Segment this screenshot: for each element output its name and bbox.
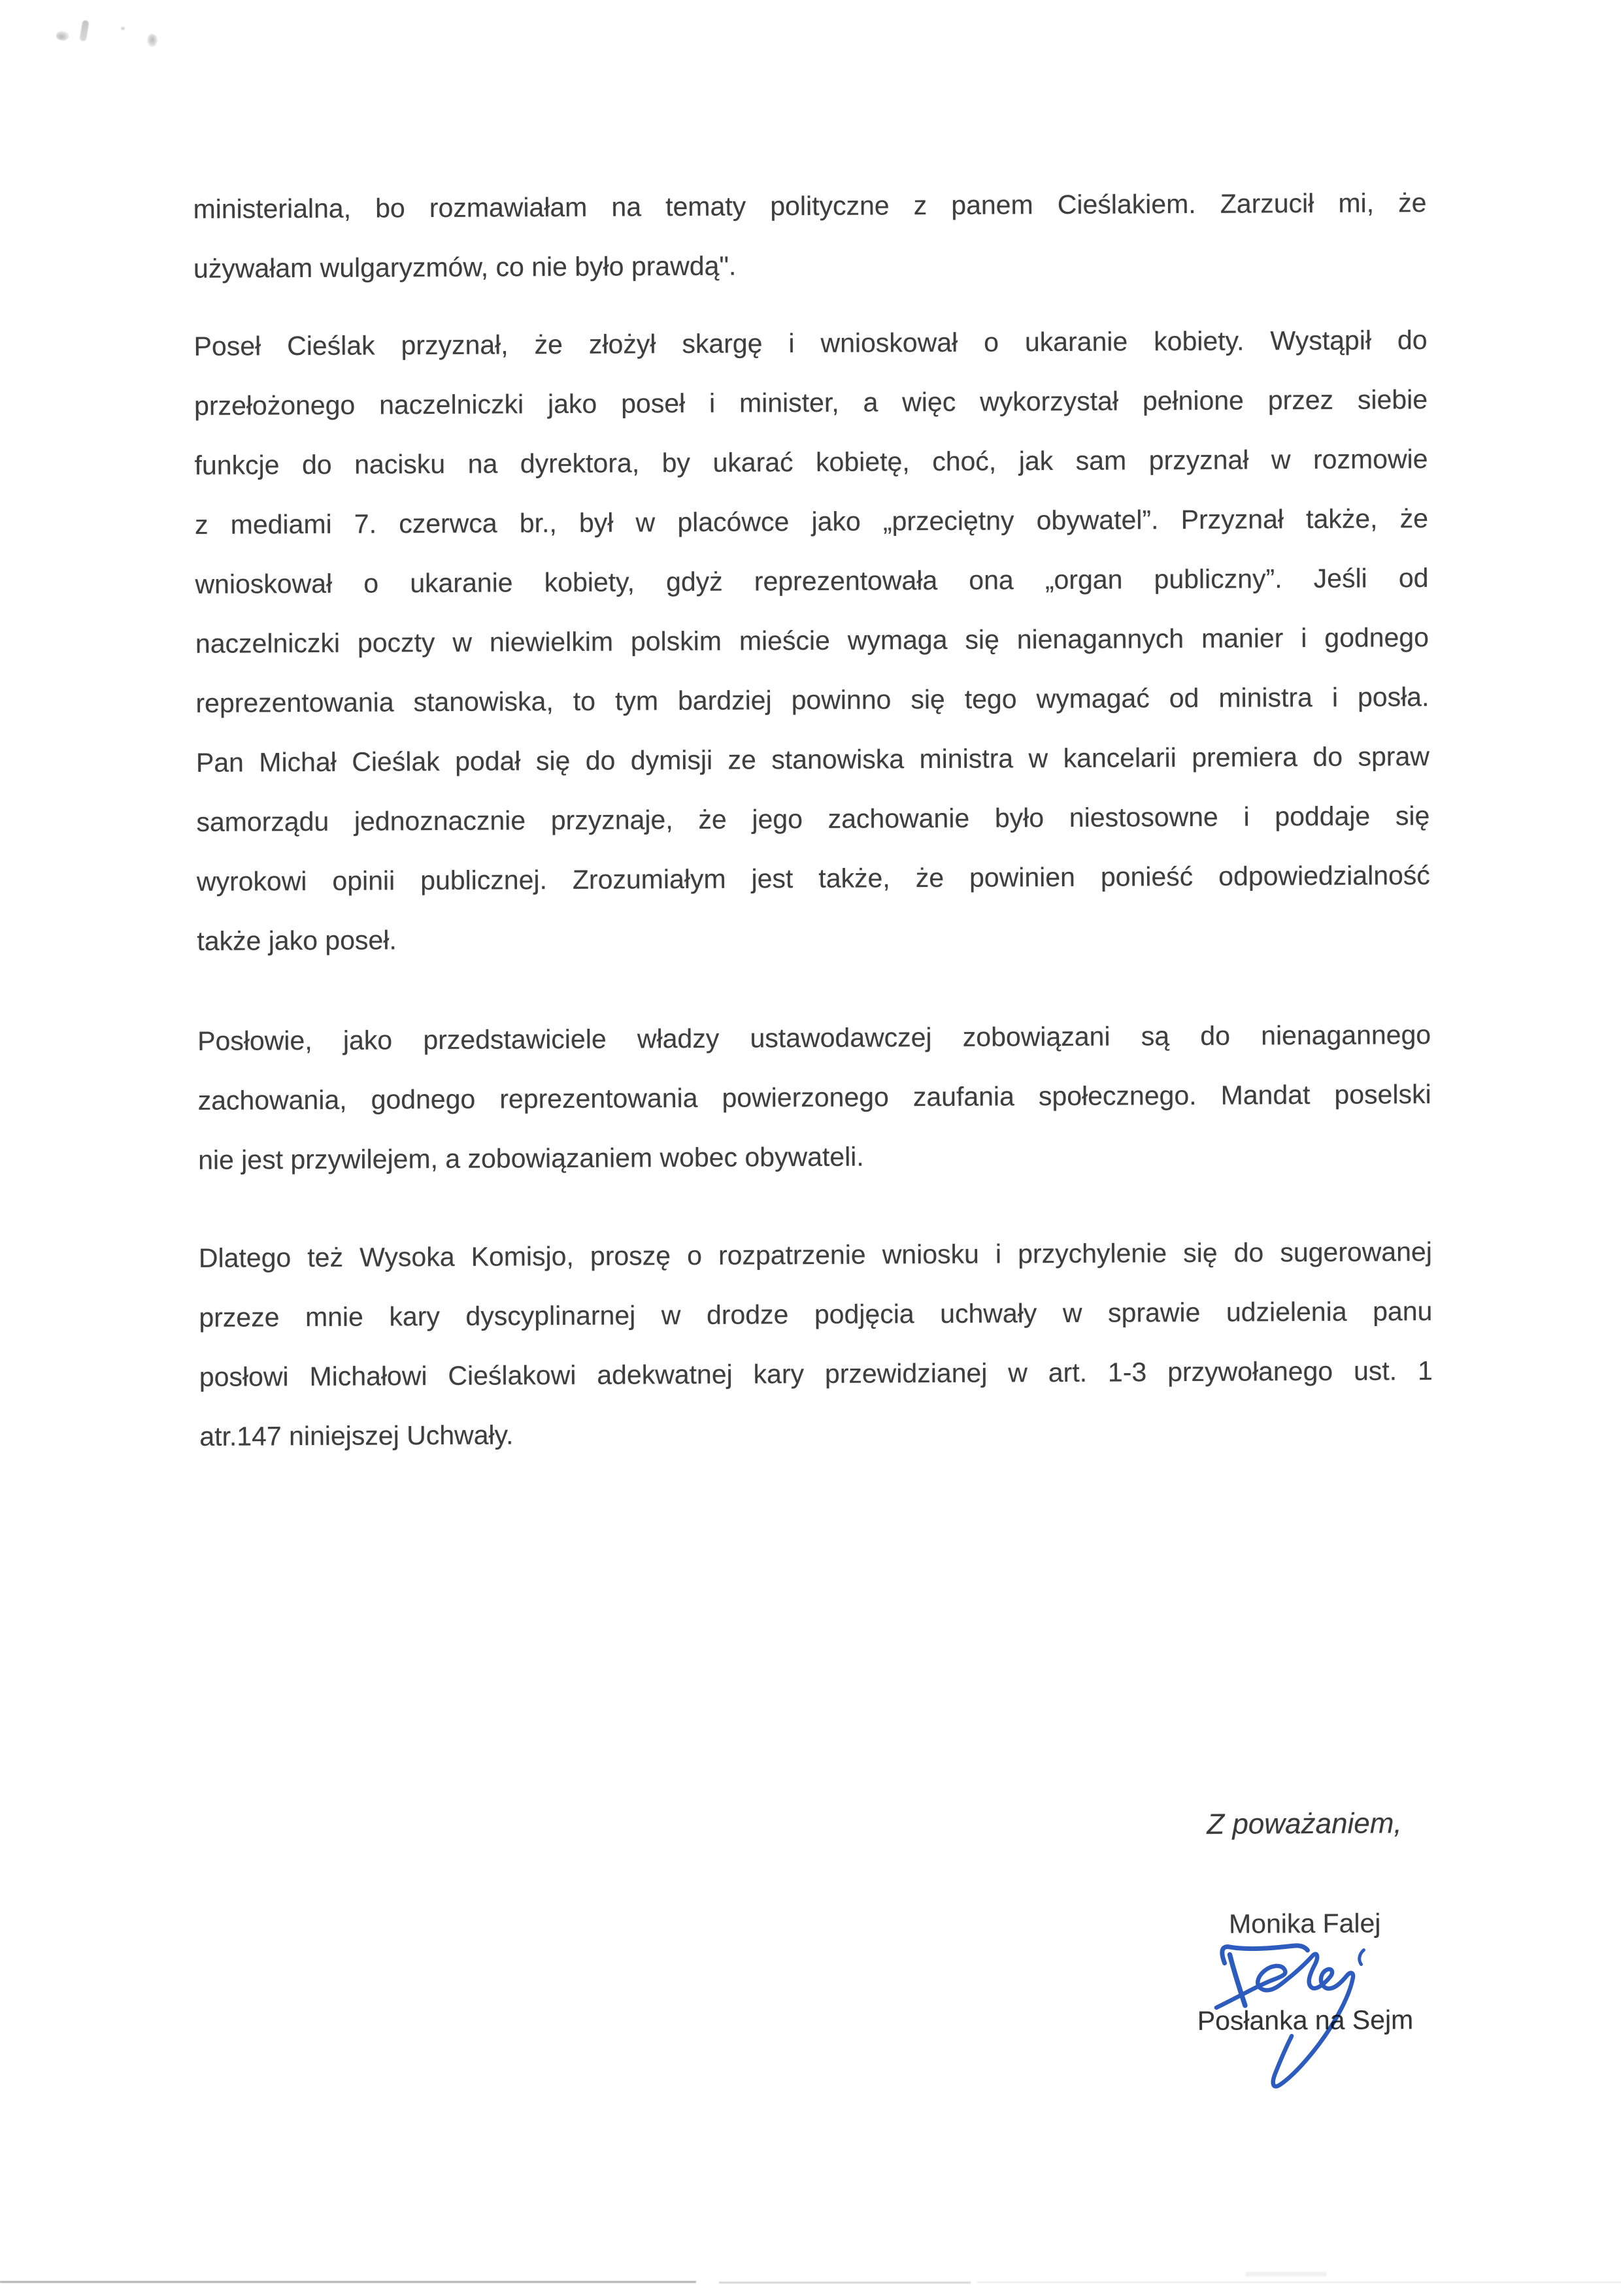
text-line: ministerialna, bo rozmawiałam na tematy polityczne z panem Cieślakiem. Zarzucił mi, że bbox=[193, 188, 1427, 224]
text-line: wnioskował o ukaranie kobiety, gdyż reprezentowała ona „organ publiczny”. Jeśli od bbox=[195, 563, 1429, 599]
text-line: Posłowie, jako przedstawiciele władzy ustawodawczej zobowiązani są do nienagannego bbox=[197, 1020, 1431, 1056]
text-line: nie jest przywilejem, a zobowiązaniem wobec obywateli. bbox=[197, 1141, 864, 1175]
text-line: także jako poseł. bbox=[197, 925, 397, 956]
text-line: Dlatego też Wysoka Komisjo, proszę o rozpatrzenie wniosku i przychylenie się do sugerowanej bbox=[198, 1237, 1432, 1273]
handwritten-signature bbox=[1208, 1940, 1380, 2095]
closing-block bbox=[1167, 1806, 1443, 2037]
text-line: funkcje do nacisku na dyrektora, by ukarać kobietę, choć, jak sam przyznał w rozmowie bbox=[194, 444, 1428, 480]
signer-title: Posłanka na Sejm bbox=[1197, 2005, 1414, 2036]
text-line: naczelniczki poczty w niewielkim polskim mieście wymaga się nienagannych manier i godnego bbox=[195, 622, 1429, 659]
body-paragraphs bbox=[193, 173, 1433, 1467]
signer-name: Monika Falej bbox=[1228, 1908, 1381, 1939]
text-line: Poseł Cieślak przyznał, że złożył skargę i wnioskował o ukaranie kobiety. Wystąpił do bbox=[193, 325, 1428, 361]
paragraph bbox=[193, 173, 1427, 299]
paragraph bbox=[197, 1005, 1431, 1190]
text-line: używałam wulgaryzmów, co nie było prawdą". bbox=[193, 250, 737, 284]
text-line: przeze mnie kary dyscyplinarnej w drodze podjęcia uchwały w sprawie udzielenia panu bbox=[199, 1296, 1433, 1333]
text-line: z mediami 7. czerwca br., był w placówce jako „przeciętny obywatel”. Przyznał także, że bbox=[194, 503, 1429, 540]
paragraph bbox=[193, 310, 1430, 971]
text-line: atr.147 niniejszej Uchwały. bbox=[199, 1420, 514, 1452]
text-line: posłowi Michałowi Cieślakowi adekwatnej kary przewidzianej w art. 1-3 przywołanego ust. 1 bbox=[199, 1356, 1433, 1392]
text-line: wyrokowi opinii publicznej. Zrozumiałym jest także, że powinien ponieść odpowiedzialność bbox=[196, 860, 1430, 897]
text-line: samorządu jednoznacznie przyznaje, że jego zachowanie było niestosowne i poddaje się bbox=[196, 801, 1430, 837]
paragraph bbox=[199, 1222, 1433, 1467]
text-line: przełożonego naczelniczki jako poseł i minister, a więc wykorzystał pełnione przez siebie bbox=[193, 384, 1428, 421]
valediction: Z poważaniem, bbox=[1207, 1807, 1402, 1840]
text-line: zachowania, godnego reprezentowania powierzonego zaufania społecznego. Mandat poselski bbox=[197, 1079, 1431, 1116]
text-line: Pan Michał Cieślak podał się do dymisji ze stanowiska ministra w kancelarii premiera do spraw bbox=[195, 741, 1430, 778]
text-line: reprezentowania stanowiska, to tym bardziej powinno się tego wymagać od ministra i posła. bbox=[195, 682, 1429, 718]
